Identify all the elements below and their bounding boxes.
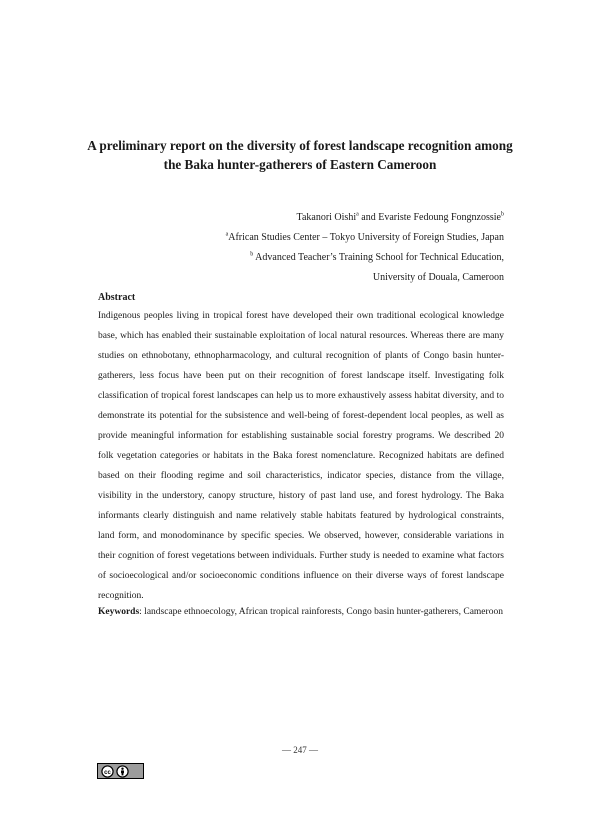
affiliation-b-line-2: University of Douala, Cameroon	[372, 272, 504, 283]
page-number: — 247 —	[282, 745, 318, 755]
keywords-label: Keywords	[98, 607, 140, 617]
affiliation-b-line-1: Advanced Teacher’s Training School for Technical Education,	[255, 252, 504, 263]
abstract-heading: Abstract	[98, 292, 136, 303]
author-1: Takanori Oishi	[296, 212, 357, 223]
affiliation-b	[226, 248, 504, 268]
affiliation-b-sup: b	[250, 251, 254, 258]
author-line	[226, 208, 504, 228]
abstract-text: Indigenous peoples living in tropical forest have developed their own traditional ecological knowledge base, which has enabled their sustainable exploitation of local natural resources. Whereas there are many studies on ethnobotany, ethnopharmacology, and cultural recognition of plants of Congo basin hunter-gatherers, less focus have been put on their recognition of forest landscape itself. Investigating folk classification of tropical forest landscapes can help us to more exhaustively assess habitat diversity, and to demonstrate its potential for the subsistence and well-being of forest-dependent local peoples, as well as provide meaningful information for establishing sustainable social forestry programs. We described 20 folk vegetation categories or habitats in the Baka forest nomenclature. Recognized habitats are defined based on their flooding regime and soil characteristics, indicator species, distance from the village, visibility in the understory, canopy structure, history of past land use, and forest hydrology. The Baka informants clearly distinguish and name relatively stable habitats featured by hydrological constraints, land form, and monodominance by specific species. We observed, however, considerable variations in their cognition of forest vegetations between individuals. Further study is needed to examine what factors of socioecological and/or socioeconomic conditions influence on their diverse ways of forest landscape recognition.	[98, 311, 504, 601]
keywords	[98, 602, 504, 622]
affiliation-a-sup: a	[225, 231, 229, 238]
affiliation-a	[226, 228, 504, 248]
affiliation-a-text: African Studies Center – Tokyo University of Foreign Studies, Japan	[228, 232, 504, 243]
keywords-text: : landscape ethnoecology, African tropical rainforests, Congo basin hunter-gatherers, Cameroon	[139, 607, 503, 617]
title-line-2: the Baka hunter-gatherers of Eastern Cameroon	[163, 157, 437, 172]
svg-text:cc: cc	[104, 769, 111, 776]
cc-icon	[101, 765, 114, 778]
author-2: Evariste Fedoung Fongnzossie	[378, 212, 501, 223]
paper-title	[80, 136, 520, 174]
cc-license-badge[interactable]	[97, 763, 144, 779]
author-1-sup: a	[356, 211, 359, 218]
author-connector: and	[358, 212, 379, 223]
title-line-1: A preliminary report on the diversity of forest landscape recognition among	[87, 138, 513, 153]
by-person-icon	[116, 765, 129, 778]
author-2-sup: b	[501, 211, 504, 218]
author-block	[226, 208, 504, 288]
